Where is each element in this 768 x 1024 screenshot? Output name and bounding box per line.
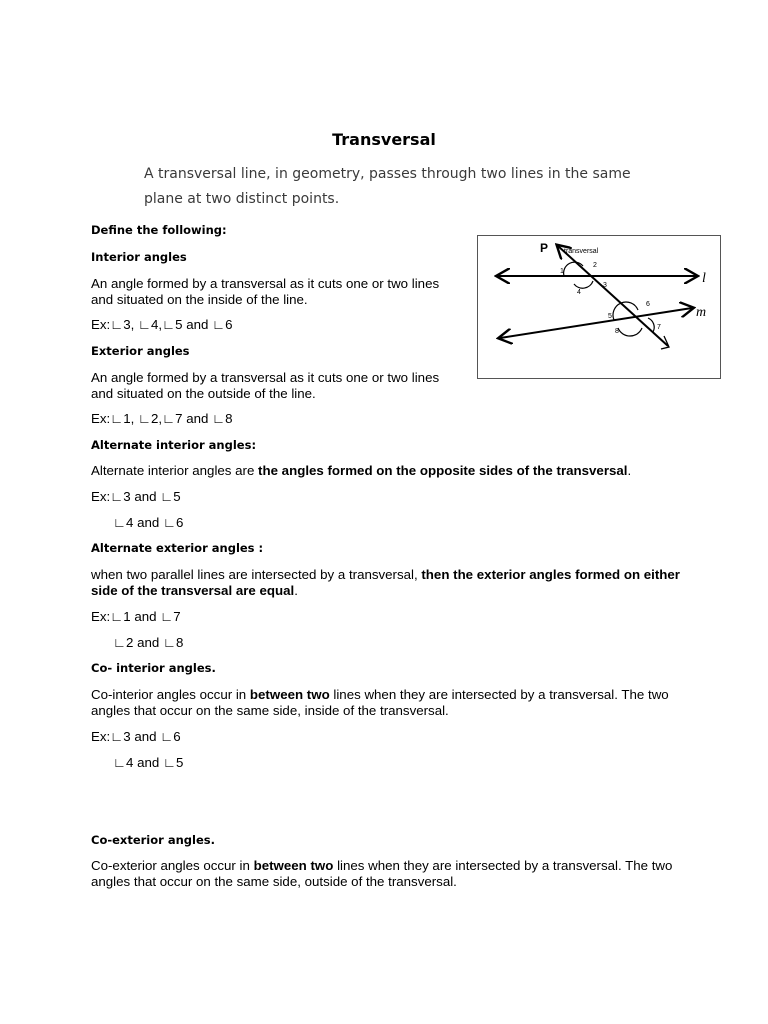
angle-label-2: 2 xyxy=(593,262,597,269)
label-transversal: transversal xyxy=(564,248,599,255)
alternate-exterior-text: when two parallel lines are intersected by a transversal, then the exterior angles formed on either side of the transversal are equal. xyxy=(91,567,680,598)
alternate-exterior-example-1: Ex:∟1 and ∟7 xyxy=(91,609,181,624)
interior-angles-heading: Interior angles xyxy=(91,250,187,264)
alternate-interior-heading: Alternate interior angles: xyxy=(91,438,257,452)
transversal-line xyxy=(558,246,668,346)
exterior-angles-heading: Exterior angles xyxy=(91,344,190,358)
exterior-angles-text: An angle formed by a transversal as it cuts one or two lines and situated on the outside of the line. xyxy=(91,370,440,401)
page-title: Transversal xyxy=(332,130,436,149)
alternate-interior-example-2: ∟4 and ∟6 xyxy=(113,515,184,530)
co-interior-example-2: ∟4 and ∟5 xyxy=(113,755,184,770)
angle-label-6: 6 xyxy=(646,301,650,308)
angle-label-1: 1 xyxy=(560,268,564,275)
label-l: l xyxy=(702,271,706,286)
alternate-exterior-heading: Alternate exterior angles : xyxy=(91,541,264,555)
exterior-angles-example: Ex:∟1, ∟2,∟7 and ∟8 xyxy=(91,411,233,426)
angle-label-8: 8 xyxy=(615,328,619,335)
angle-label-5: 5 xyxy=(608,313,612,320)
define-heading: Define the following: xyxy=(91,223,227,237)
label-p: P xyxy=(540,241,549,255)
angle-label-7: 7 xyxy=(657,324,661,331)
alternate-interior-example-1: Ex:∟3 and ∟5 xyxy=(91,489,181,504)
interior-angles-example: Ex:∟3, ∟4,∟5 and ∟6 xyxy=(91,317,233,332)
co-interior-example-1: Ex:∟3 and ∟6 xyxy=(91,729,181,744)
transversal-diagram-svg xyxy=(478,236,722,380)
angle-label-3: 3 xyxy=(603,282,607,289)
angle-label-4: 4 xyxy=(577,289,581,296)
co-interior-text: Co-interior angles occur in between two lines when they are intersected by a transversal. The two angles that occur on the same side, inside of the transversal. xyxy=(91,687,669,718)
line-m xyxy=(500,308,692,338)
co-interior-heading: Co- interior angles. xyxy=(91,661,216,675)
transversal-diagram xyxy=(477,235,721,379)
angle-arc-3-4 xyxy=(574,281,593,288)
label-m: m xyxy=(696,305,707,320)
co-exterior-text: Co-exterior angles occur in between two lines when they are intersected by a transversal. The two angles that occur on the same side, outside of the transversal. xyxy=(91,858,673,889)
alternate-interior-text: Alternate interior angles are the angles formed on the opposite sides of the transversal. xyxy=(91,463,632,478)
co-exterior-heading: Co-exterior angles. xyxy=(91,833,215,847)
intro-definition: A transversal line, in geometry, passes through two lines in the same plane at two distinct points. xyxy=(144,166,631,207)
angle-arc-7-8 xyxy=(618,328,642,336)
interior-angles-text: An angle formed by a transversal as it cuts one or two lines and situated on the inside of the line. xyxy=(91,276,440,307)
angle-arc-1-2 xyxy=(564,262,583,276)
alternate-exterior-example-2: ∟2 and ∟8 xyxy=(113,635,184,650)
